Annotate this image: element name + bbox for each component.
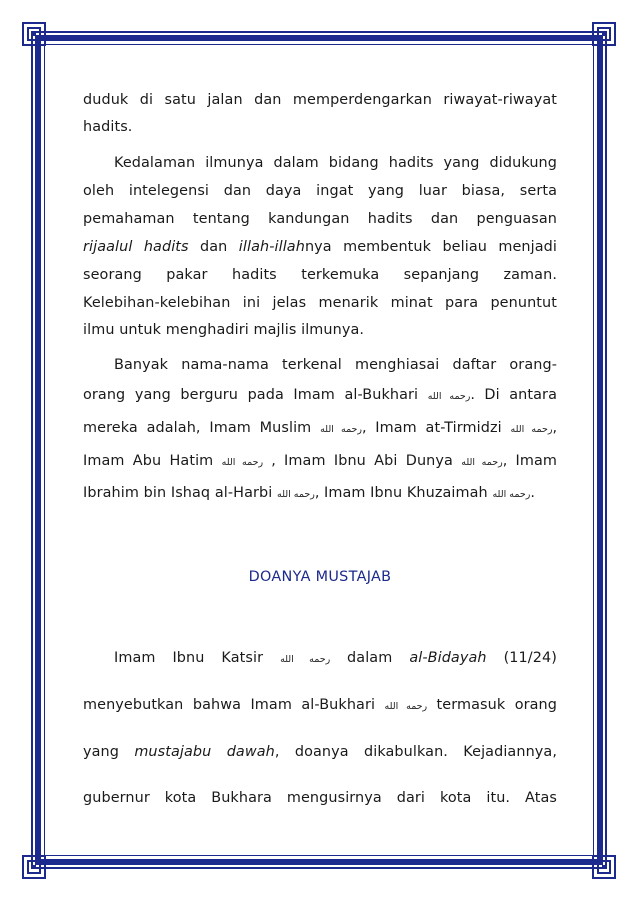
honorific-arabic: رحمه الله: [427, 391, 471, 402]
text-line: [83, 649, 557, 669]
honorific-arabic: رحمه الله: [280, 654, 331, 665]
text-span: , doanya dikabulkan. Kejadiannya,: [274, 744, 557, 760]
honorific-arabic: رحمه الله: [221, 457, 264, 468]
honorific-arabic: رحمه الله: [320, 424, 363, 435]
text-span: .: [530, 485, 535, 501]
text-span: , Imam Ibnu Abi Dunya: [263, 453, 462, 469]
text-line: seorang pakar hadits terkemuka sepanjang zaman.: [83, 267, 557, 283]
italic-term: mustajabu dawah: [134, 744, 275, 760]
text-line: [83, 419, 557, 439]
text-line: gubernur kota Bukhara mengusirnya dari kota itu. Atas: [83, 790, 557, 806]
text-line: Kedalaman ilmunya dalam bidang hadits yang didukung: [114, 155, 557, 171]
italic-title: al-Bidayah: [409, 650, 487, 666]
text-span: (11/24): [503, 650, 557, 666]
text-line: [83, 696, 557, 716]
text-line: [83, 238, 557, 256]
corner-ornament-top-right: [592, 22, 616, 46]
text-line: oleh intelegensi dan daya ingat yang luar biasa, serta: [83, 183, 557, 199]
text-line: pemahaman tentang kandungan hadits dan penguasan: [83, 211, 557, 227]
text-line: duduk di satu jalan dan memperdengarkan riwayat-riwayat: [83, 92, 557, 108]
text-span: , Imam at-Tirmidzi: [362, 420, 511, 436]
text-span: dan: [188, 239, 239, 255]
honorific-arabic: رحمه الله: [492, 489, 531, 500]
honorific-arabic: رحمه الله: [277, 489, 315, 500]
italic-term: rijaalul hadits: [83, 239, 189, 255]
text-span: dalam: [347, 650, 393, 666]
text-span: mereka adalah, Imam Muslim: [83, 420, 321, 436]
text-span: yang: [83, 744, 135, 760]
corner-ornament-top-left: [22, 22, 46, 46]
text-span: , Imam: [502, 453, 557, 469]
text-span: , Imam Ibnu Khuzaimah: [314, 485, 493, 501]
text-span: Imam Abu Hatim: [83, 453, 222, 469]
text-line: hadits.: [83, 119, 133, 135]
corner-ornament-bottom-left: [22, 855, 46, 879]
text-line: [83, 743, 557, 761]
text-span: termasuk orang: [427, 697, 558, 713]
honorific-arabic: رحمه الله: [461, 457, 503, 468]
text-line: [83, 452, 557, 472]
corner-ornament-bottom-right: [592, 855, 616, 879]
text-span: menyebutkan bahwa Imam al-Bukhari: [83, 697, 385, 713]
italic-term: illah-illah: [238, 239, 305, 255]
text-span: Ibrahim bin Ishaq al-Harbi: [83, 485, 278, 501]
honorific-arabic: رحمه الله: [384, 701, 428, 712]
text-line: [83, 484, 557, 504]
honorific-arabic: رحمه الله: [510, 424, 553, 435]
text-span: . Di antara: [470, 387, 557, 403]
text-span: nya membentuk beliau menjadi: [304, 239, 557, 255]
text-line: Banyak nama-nama terkenal menghiasai daftar orang-: [114, 357, 557, 373]
text-span: ,: [552, 420, 558, 436]
text-span: orang yang berguru pada Imam al-Bukhari: [83, 387, 428, 403]
text-line: ilmu untuk menghadiri majlis ilmunya.: [83, 322, 365, 338]
text-line: Kelebihan-kelebihan ini jelas menarik minat para penuntut: [83, 295, 557, 311]
section-heading: DOANYA MUSTAJAB: [248, 569, 392, 585]
text-line: [83, 386, 557, 406]
text-span: Imam Ibnu Katsir: [114, 650, 264, 666]
